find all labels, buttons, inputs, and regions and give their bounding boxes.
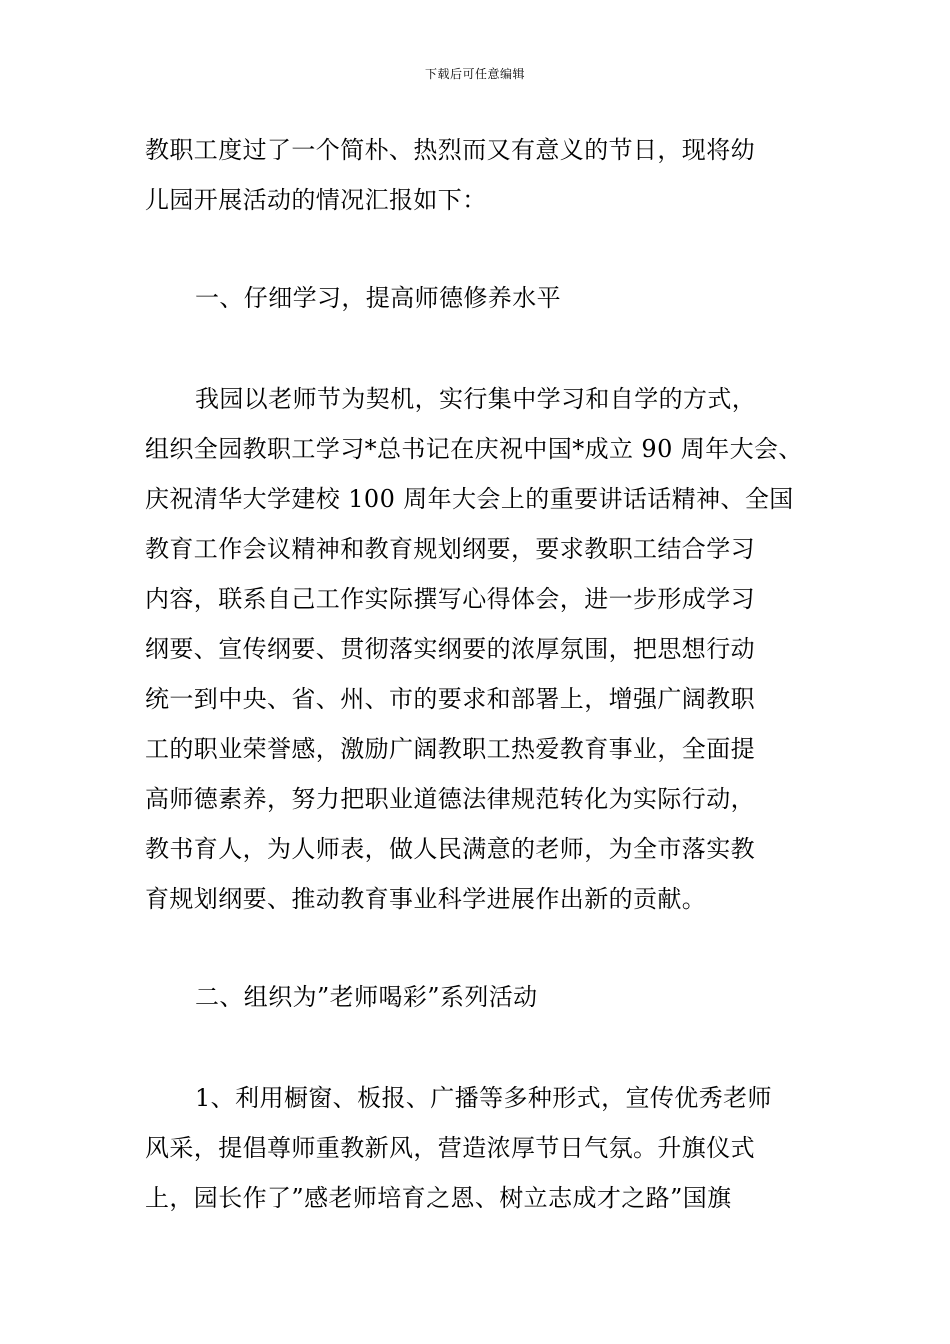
text-line: 组织全园教职工学习*总书记在庆祝中国*成立 90 周年大会、 [145,435,803,463]
text-line: 教育工作会议精神和教育规划纲要，要求教职工结合学习 [145,535,755,563]
section-heading: 二、组织为”老师喝彩”系列活动 [195,983,538,1011]
header-note: 下载后可任意编辑 [424,67,525,81]
text-line: 高师德素养，努力把职业道德法律规范转化为实际行动， [145,785,755,813]
text-line: 庆祝清华大学建校 100 周年大会上的重要讲话话精神、全国 [145,485,794,513]
text-line: 1、利用橱窗、板报、广播等多种形式，宣传优秀老师 [195,1084,772,1112]
section-heading: 一、仔细学习，提高师德修养水平 [195,284,561,312]
text-line: 教书育人，为人师表，做人民满意的老师，为全市落实教 [145,835,755,863]
text-line: 内容，联系自己工作实际撰写心得体会，进一步形成学习 [145,585,755,613]
text-line: 我园以老师节为契机，实行集中学习和自学的方式， [195,385,757,413]
text-line: 风采，提倡尊师重教新风，营造浓厚节日气氛。升旗仪式 [145,1134,755,1162]
text-line: 上，园长作了”感老师培育之恩、树立志成才之路”国旗 [145,1184,732,1212]
text-line: 纲要、宣传纲要、贯彻落实纲要的浓厚氛围，把思想行动 [145,635,755,663]
text-line: 育规划纲要、推动教育事业科学进展作出新的贡献。 [145,885,707,913]
text-line: 教职工度过了一个简朴、热烈而又有意义的节日，现将幼 [145,136,755,164]
text-line: 统一到中央、省、州、市的要求和部署上，增强广阔教职 [145,685,755,713]
text-line: 工的职业荣誉感，激励广阔教职工热爱教育事业，全面提 [145,735,755,763]
text-line: 儿园开展活动的情况汇报如下： [145,186,487,214]
